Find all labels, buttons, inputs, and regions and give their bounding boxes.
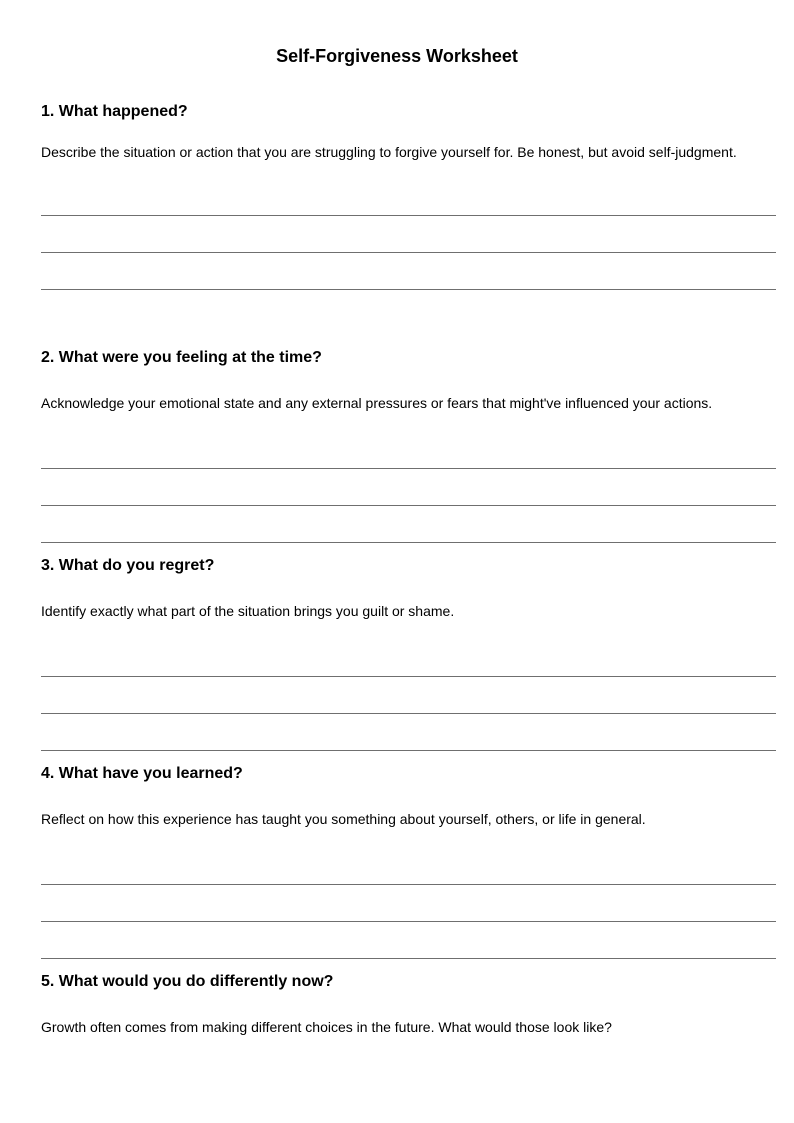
- answer-line[interactable]: [41, 640, 776, 677]
- answer-line[interactable]: [41, 677, 776, 714]
- answer-line[interactable]: [41, 922, 776, 959]
- question-heading: 1. What happened?: [41, 103, 188, 120]
- section-regret: [41, 556, 776, 751]
- answer-line[interactable]: [41, 885, 776, 922]
- question-heading: 5. What would you do differently now?: [41, 973, 334, 990]
- question-prompt: Describe the situation or action that you are struggling to forgive yourself for. Be honest, but avoid self-judgment.: [41, 144, 737, 160]
- answer-line[interactable]: [41, 506, 776, 543]
- question-prompt: Identify exactly what part of the situation brings you guilt or shame.: [41, 603, 455, 619]
- question-prompt: Growth often comes from making different choices in the future. What would those look like?: [41, 1019, 612, 1035]
- answer-line[interactable]: [41, 714, 776, 751]
- question-prompt: Acknowledge your emotional state and any external pressures or fears that might've influenced your actions.: [41, 395, 713, 411]
- question-prompt: Reflect on how this experience has taught you something about yourself, others, or life in general.: [41, 811, 646, 827]
- answer-line[interactable]: [41, 216, 776, 253]
- section-what-happened: [41, 102, 776, 290]
- answer-line[interactable]: [41, 179, 776, 216]
- question-heading: 4. What have you learned?: [41, 765, 243, 782]
- answer-line[interactable]: [41, 432, 776, 469]
- section-feelings: [41, 348, 776, 543]
- section-learned: [41, 764, 776, 959]
- answer-lines: [41, 640, 776, 751]
- answer-line[interactable]: [41, 469, 776, 506]
- answer-line[interactable]: [41, 253, 776, 290]
- answer-line[interactable]: [41, 848, 776, 885]
- page-title: Self-Forgiveness Worksheet: [276, 46, 518, 66]
- question-heading: 3. What do you regret?: [41, 557, 215, 574]
- answer-lines: [41, 432, 776, 543]
- question-heading: 2. What were you feeling at the time?: [41, 349, 322, 366]
- answer-lines: [41, 848, 776, 959]
- answer-lines: [41, 179, 776, 290]
- section-differently: [41, 972, 776, 1046]
